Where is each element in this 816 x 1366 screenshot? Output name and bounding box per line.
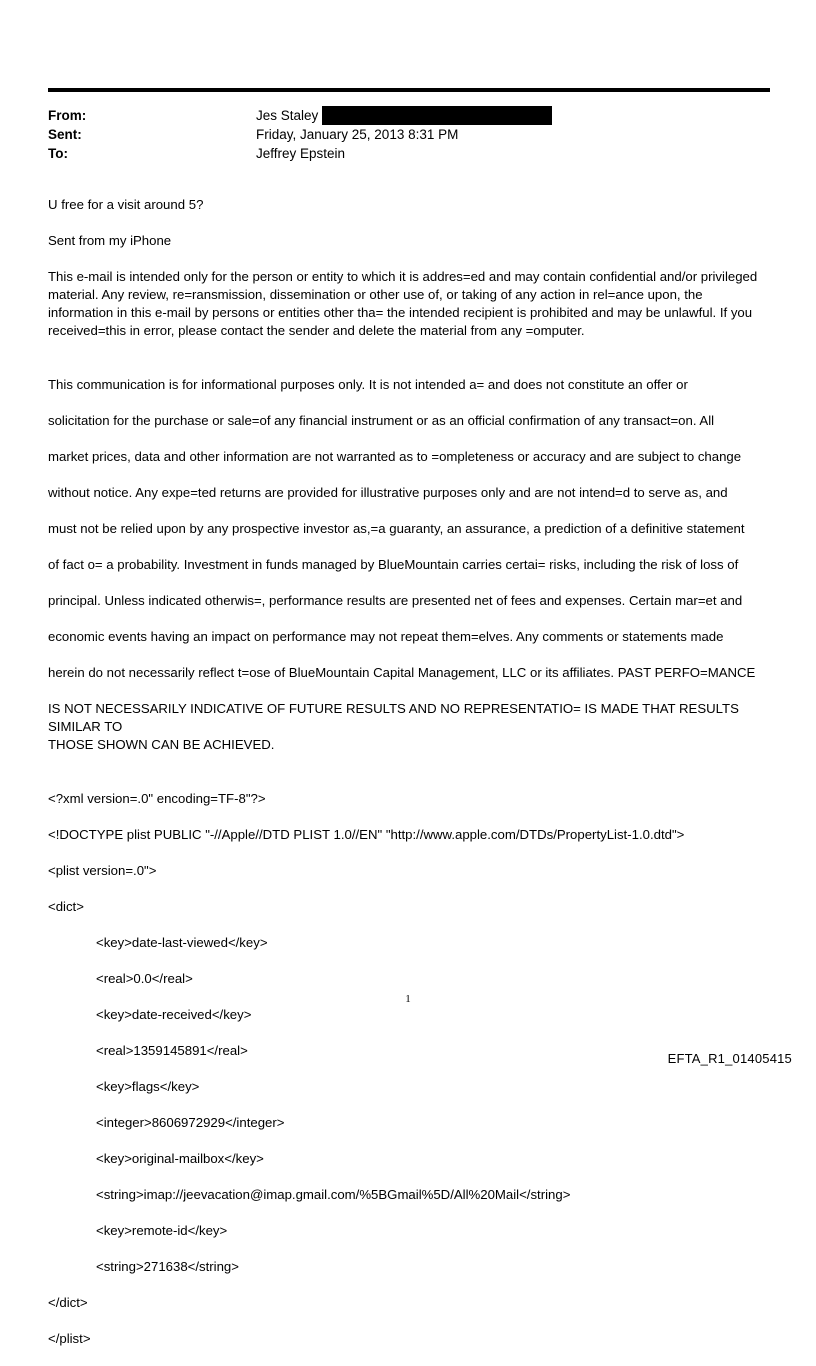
xml-declaration: <?xml version=.0" encoding=TF-8"?> (48, 791, 266, 806)
plist-entry: <key>original-mailbox</key> (96, 1151, 264, 1166)
plist-doctype: <!DOCTYPE plist PUBLIC "-//Apple//DTD PLIST 1.0//EN" "http://www.apple.com/DTDs/PropertyList-1.0.dtd"> (48, 827, 685, 842)
plist-close-tag: </plist> (48, 1331, 91, 1346)
sent-label: Sent: (48, 127, 82, 142)
dict-open-tag: <dict> (48, 899, 84, 914)
plist-entry: <key>remote-id</key> (96, 1223, 228, 1238)
plist-entry: <key>flags</key> (96, 1079, 200, 1094)
plist-metadata (48, 772, 770, 1366)
to-value: Jeffrey Epstein (256, 146, 346, 161)
plist-entry: <real>1359145891</real> (96, 1043, 248, 1058)
message-signature: Sent from my iPhone (48, 233, 172, 248)
from-label: From: (48, 108, 87, 123)
redaction-block (322, 106, 552, 125)
to-row (48, 144, 770, 163)
disclaimer-line: of fact o= a probability. Investment in funds managed by BlueMountain carries certai= risks, including the risk of loss of (48, 557, 739, 572)
message-text: U free for a visit around 5? (48, 197, 204, 212)
plist-entry: <string>271638</string> (96, 1259, 239, 1274)
dict-close-tag: </dict> (48, 1295, 88, 1310)
sent-row (48, 125, 770, 144)
plist-entry: <real>0.0</real> (96, 971, 193, 986)
disclaimer-line: solicitation for the purchase or sale=of any financial instrument or as an official confirmation of any transact=on. All (48, 413, 715, 428)
disclaimer-line: market prices, data and other information are not warranted as to =ompleteness or accuracy and are subject to change (48, 449, 742, 464)
email-body (48, 196, 770, 1366)
plist-entry: <key>date-last-viewed</key> (96, 935, 268, 950)
plist-entry: <integer>8606972929</integer> (96, 1115, 285, 1130)
disclaimer (48, 358, 770, 772)
disclaimer-line: principal. Unless indicated otherwis=, performance results are presented net of fees and expenses. Certain mar=et and (48, 593, 743, 608)
disclaimer-line: THOSE SHOWN CAN BE ACHIEVED. (48, 737, 275, 752)
plist-entry: <string>imap://jeevacation@imap.gmail.com/%5BGmail%5D/All%20Mail</string> (96, 1187, 571, 1202)
from-row (48, 106, 770, 125)
disclaimer-line: This communication is for informational purposes only. It is not intended a= and does not constitute an offer or (48, 377, 688, 392)
disclaimer-line: must not be relied upon by any prospective investor as,=a guaranty, an assurance, a prediction of a definitive statement (48, 521, 745, 536)
from-value: Jes Staley (256, 108, 319, 123)
from-value-wrap (256, 106, 552, 125)
disclaimer-line: herein do not necessarily reflect t=ose of BlueMountain Capital Management, LLC or its affiliates. PAST PERFO=MANCE (48, 665, 756, 680)
confidentiality-notice: This e-mail is intended only for the person or entity to which it is addres=ed and may contain confidential and/or privileged material. Any review, re=ransmission, dissemination or other use of, or taking of any action in rel=ance upon, the information in this e-mail by persons or entities other tha= the intended recipient is prohibited and may be unlawful. If you received=this in error, please contact the sender and delete the material from any =omputer. (48, 269, 758, 338)
plist-open-tag: <plist version=.0"> (48, 863, 157, 878)
disclaimer-line: without notice. Any expe=ted returns are provided for illustrative purposes only and are not intend=d to serve as, and (48, 485, 728, 500)
page-number: 1 (405, 993, 411, 1005)
disclaimer-line: economic events having an impact on performance may not repeat them=elves. Any comments or statements made (48, 629, 724, 644)
sent-value: Friday, January 25, 2013 8:31 PM (256, 127, 459, 142)
header-divider (48, 88, 770, 92)
document-id: EFTA_R1_01405415 (667, 1051, 792, 1066)
disclaimer-line: IS NOT NECESSARILY INDICATIVE OF FUTURE RESULTS AND NO REPRESENTATIO= IS MADE THAT RESULTS SIMILAR TO (48, 701, 739, 734)
email-header (48, 106, 770, 163)
to-label: To: (48, 146, 68, 161)
plist-entry: <key>date-received</key> (96, 1007, 252, 1022)
